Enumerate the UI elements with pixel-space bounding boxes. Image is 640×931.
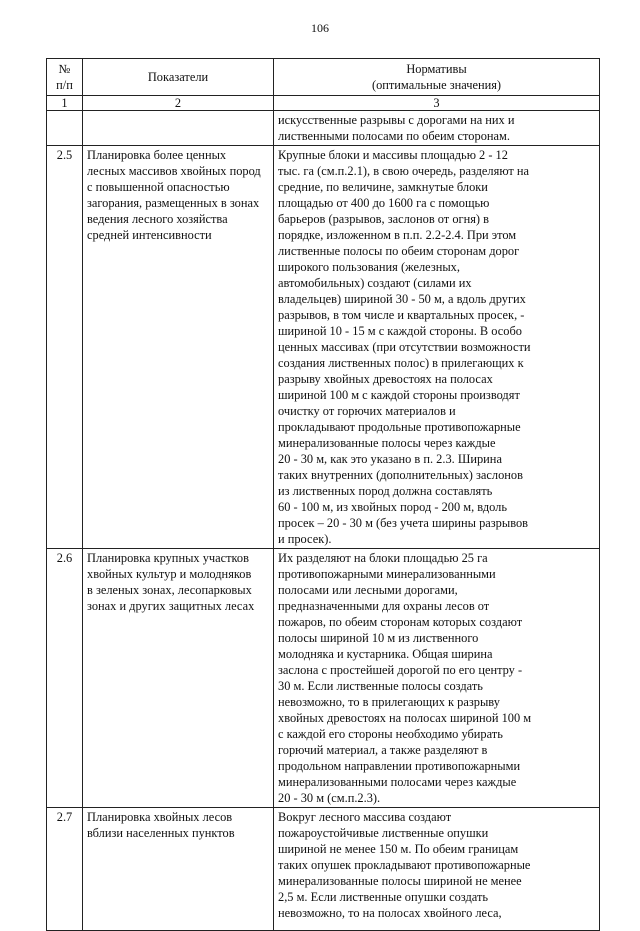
header-indicators: Показатели [83,59,274,96]
row-indicator [83,111,274,146]
header-norms: Нормативы (оптимальные значения) [274,59,600,96]
row-norm: искусственные разрывы с дорогами на них и лиственными полосами по обеим сторонам. [274,111,600,146]
row-num [47,111,83,146]
row-norm: Крупные блоки и массивы площадью 2 - 12 тыс. га (см.п.2.1), в свою очередь, разделяют на средние, по величине, замкнутые блоки площадью от 400 до 1600 га с помощью барьеров (разрывов, заслонов от огня) в порядке, изложенном в п.п. 2.2-2.4. При этом лиственные полосы по обеим сторонам дорог широкого пользования (железных, автомобильных) создают (силами их владельцев) шириной 30 - 50 м, а вдоль других разрывов, в том числе и квартальных просек, - шириной 10 - 15 м с каждой стороны. В особо ценных массивах (при отсутствии возможности создания лиственных полос) в прилегающих к разрыву хвойных древостоях на полосах шириной 100 м с каждой стороны производят очистку от горючих материалов и прокладывают продольные противопожарные минерализованные полосы через каждые 20 - 30 м, как это указано в п. 2.3. Ширина таких внутренних (дополнительных) заслонов из лиственных пород должна составлять 60 - 100 м, из хвойных пород - 200 м, вдоль просек – 20 - 30 м (без учета ширины разрывов и просек). [274,146,600,549]
header-num: № п/п [47,59,83,96]
column-number: 3 [274,96,600,111]
column-number: 2 [83,96,274,111]
row-indicator: Планировка крупных участков хвойных культур и молодняков в зеленых зонах, лесопарковых зонах и других защитных лесах [83,549,274,808]
row-num: 2.6 [47,549,83,808]
table-header-row [47,59,600,96]
table-row [47,111,600,146]
row-indicator: Планировка более ценных лесных массивов хвойных пород с повышенной опасностью загорания, размещенных в зонах ведения лесного хозяйства средней интенсивности [83,146,274,549]
table-row [47,146,600,549]
row-num: 2.7 [47,808,83,931]
column-numbers-row [47,96,600,111]
row-num: 2.5 [47,146,83,549]
norms-table [46,58,600,931]
table-row [47,549,600,808]
row-indicator: Планировка хвойных лесов вблизи населенных пунктов [83,808,274,931]
row-norm: Их разделяют на блоки площадью 25 га противопожарными минерализованными полосами или лесными дорогами, предназначенными для охраны лесов от пожаров, по обеим сторонам которых создают полосы шириной 10 м из лиственного молодняка и кустарника. Общая ширина заслона с простейшей дорогой по его центру - 30 м. Если лиственные полосы создать невозможно, то в прилегающих к разрыву хвойных древостоях на полосах шириной 100 м с каждой его стороны необходимо убирать горючий материал, а также разделяют в продольном направлении противопожарными минерализованными полосами через каждые 20 - 30 м (см.п.2.3). [274,549,600,808]
page-number: 106 [311,21,329,35]
row-norm: Вокруг лесного массива создают пожароустойчивые лиственные опушки шириной не менее 150 м. По обеим границам таких опушек прокладывают противопожарные минерализованные полосы шириной не менее 2,5 м. Если лиственные опушки создать невозможно, то на полосах хвойного леса, [274,808,600,931]
table-row [47,808,600,931]
column-number: 1 [47,96,83,111]
